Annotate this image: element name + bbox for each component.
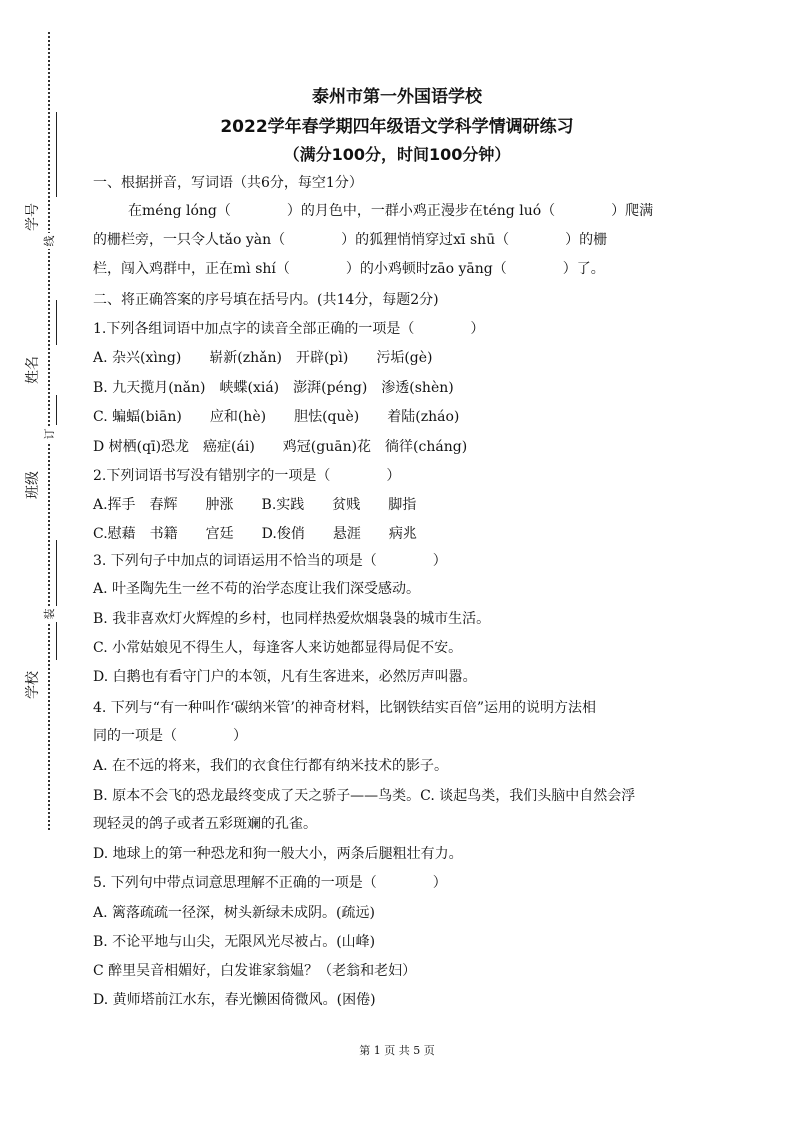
- question-3-option-d: D. 白鹅也有看守门户的本领，凡有生客进来，必然厉声叫嚣。: [93, 669, 477, 685]
- question-4-continued: 同的一项是（ ）: [93, 728, 247, 744]
- name-label: 姓名: [25, 356, 41, 384]
- question-2-options-ab: A.挥手 春辉 肿涨 B.实践 贫贱 脚指: [93, 497, 417, 513]
- section-2-heading: 二、将正确答案的序号填在括号内。(共14分，每题2分): [93, 292, 439, 308]
- question-4-option-b: B. 原本不会飞的恐龙最终变成了天之骄子——鸟类。C. 谈起鸟类，我们头脑中自然会浮: [93, 788, 636, 804]
- school-field: [18, 540, 48, 720]
- question-4-option-c-continued: 现轻灵的鸽子或者五彩斑斓的孔雀。: [93, 816, 317, 832]
- name-blank: [56, 300, 57, 345]
- question-2-options-cd: C.慰藉 书籍 宫廷 D.俊俏 悬涯 病兆: [93, 526, 417, 542]
- question-5: 5. 下列句中带点词意思理解不正确的一项是（ ）: [93, 875, 447, 891]
- exam-title: 2022学年春学期四年级语文学科学情调研练习: [220, 117, 574, 137]
- section-1-text-line: 栏，闯入鸡群中，正在mì shí（ ）的小鸡顿时zāo yāng（ ）了。: [93, 261, 605, 277]
- student-id-label: 学号: [25, 203, 41, 231]
- question-5-option-b: B. 不论平地与山尖，无限风光尽被占。(山峰): [93, 934, 376, 950]
- class-field: [18, 450, 48, 520]
- question-3-option-b: B. 我非喜欢灯火辉煌的乡村，也同样热爱炊烟袅袅的城市生活。: [93, 611, 491, 627]
- question-3-option-c: C. 小常姑娘见不得生人，每逢客人来访她都显得局促不安。: [93, 640, 463, 656]
- section-1-text-line: 的栅栏旁，一只令人tǎo yàn（ ）的狐狸悄悄穿过xī shū（ ）的栅: [93, 232, 608, 248]
- class-label: 班级: [25, 471, 41, 499]
- question-1-option-c: C. 蝙蝠(biān) 应和(hè) 胆怯(què) 着陆(zháo): [93, 409, 460, 425]
- question-5-option-c: C 醉里吴音相媚好，白发谁家翁媪？（老翁和老妇）: [93, 963, 417, 979]
- binding-word-staple: 订: [41, 426, 59, 442]
- page-number: 第 1 页 共 5 页: [359, 1044, 435, 1057]
- name-blank-lower: [56, 395, 57, 425]
- question-1-option-b: B. 九天揽月(nǎn) 峡蝶(xiá) 澎湃(péng) 渗透(shèn): [93, 380, 454, 396]
- question-5-option-d: D. 黄师塔前江水东，春光懒困倚微风。(困倦): [93, 992, 376, 1008]
- school-blank: [56, 540, 57, 660]
- question-5-option-a: A. 篱落疏疏一径深，树头新绿未成阴。(疏远): [93, 905, 375, 921]
- binding-word-bind: 装: [41, 606, 59, 622]
- school-name: 泰州市第一外国语学校: [312, 87, 482, 107]
- question-4-option-a: A. 在不远的将来，我们的衣食住行都有纳米技术的影子。: [93, 758, 449, 774]
- school-label: 学校: [25, 671, 41, 699]
- binding-word-line: 线: [41, 233, 59, 249]
- question-1-option-d: D 树栖(qī)恐龙 癌症(ái) 鸡冠(guān)花 徜徉(cháng): [93, 439, 468, 455]
- section-1-heading: 一、根据拼音，写词语（共6分，每空1分）: [93, 175, 363, 191]
- question-3: 3. 下列句子中加点的词语运用不恰当的项是（ ）: [93, 553, 447, 569]
- question-4: 4. 下列与“有一种叫作‘碳纳米管’的神奇材料，比钢铁结实百倍”运用的说明方法相: [93, 700, 597, 716]
- question-4-option-d: D. 地球上的第一种恐龙和狗一般大小，两条后腿粗壮有力。: [93, 846, 463, 862]
- exam-subtitle: （满分100分，时间100分钟）: [283, 145, 511, 164]
- question-2: 2.下列词语书写没有错别字的一项是（ ）: [93, 468, 401, 484]
- section-1-text-line: 在méng lóng（ ）的月色中，一群小鸡正漫步在téng luó（ ）爬满: [128, 203, 654, 219]
- question-3-option-a: A. 叶圣陶先生一丝不苟的治学态度让我们深受感动。: [93, 581, 421, 597]
- name-field: [18, 300, 48, 420]
- question-1-option-a: A. 杂兴(xìng) 崭新(zhǎn) 开辟(pì) 污垢(gè): [93, 350, 433, 366]
- question-1: 1.下列各组词语中加点字的读音全部正确的一项是（ ）: [93, 321, 485, 337]
